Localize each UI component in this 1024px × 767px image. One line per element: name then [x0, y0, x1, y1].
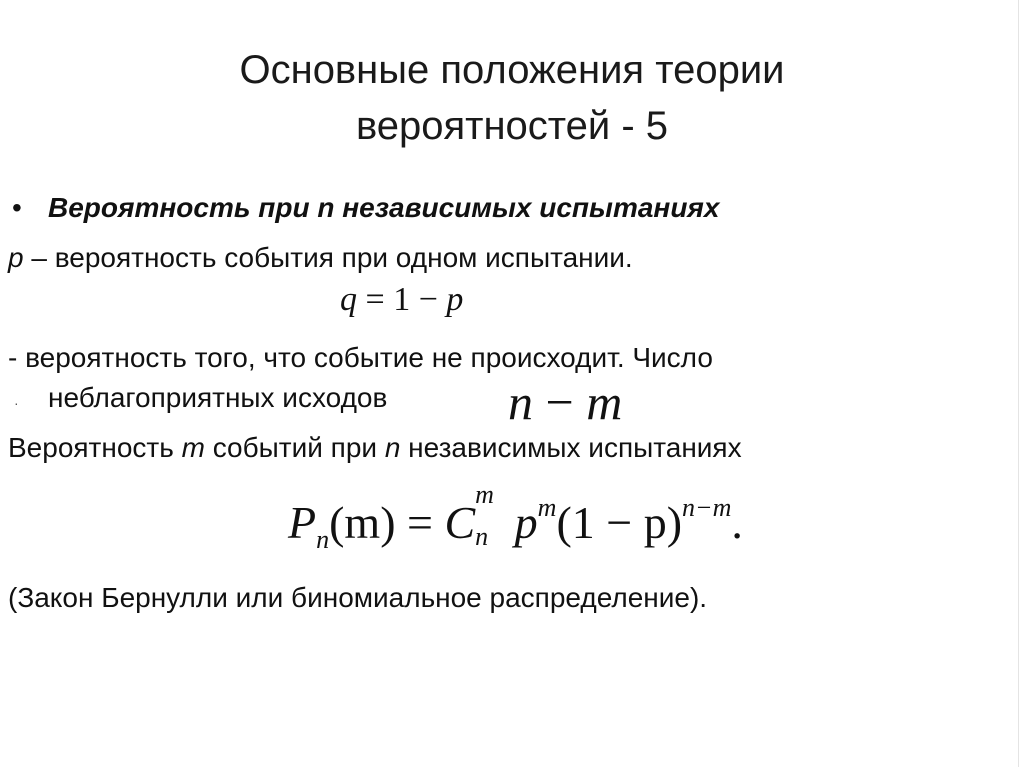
var-m: m [181, 432, 205, 463]
formula-q-rhs: p [446, 281, 464, 318]
var-p: p [8, 242, 24, 273]
text-m-events-part-1: Вероятность [8, 432, 182, 463]
formula-b-arg: (m) [329, 497, 396, 548]
formula-n-minus-m [508, 374, 622, 430]
var-n: n [384, 432, 401, 463]
formula-q-one: 1 [393, 281, 411, 318]
formula-q-minus: − [410, 281, 447, 318]
slide-title [0, 42, 1024, 154]
text-m-events-part-2: событий при [204, 432, 385, 463]
bullet-marker: • [12, 192, 22, 223]
formula-b-p: p [503, 497, 538, 548]
slide-title-line-2: вероятностей - 5 [355, 104, 669, 148]
formula-bernoulli [288, 478, 743, 570]
formula-nm-minus: − [533, 374, 587, 430]
formula-b-P-sub: n [316, 525, 330, 554]
formula-nm-n: n [508, 374, 533, 430]
formula-b-p-sup: m [537, 493, 557, 522]
formula-b-C-scripts [475, 480, 503, 551]
formula-b-C: C [444, 497, 476, 548]
text-bernoulli-law: (Закон Бернулли или биномиальное распределение). [8, 582, 708, 613]
formula-b-C-sub: n [475, 522, 489, 551]
text-p-definition [8, 242, 633, 274]
text-m-events [8, 432, 742, 464]
text-unfavorable-outcomes: неблагоприятных исходов [48, 382, 388, 413]
formula-q [340, 280, 463, 320]
slide-title-line-1: Основные положения теории [239, 48, 785, 92]
text-p-definition-rest: – вероятность события при одном испытании. [23, 242, 633, 273]
formula-b-eq: = [395, 497, 445, 548]
bullet-heading: Вероятность при n независимых испытаниях [48, 192, 720, 223]
formula-b-paren-sup: n−m [682, 493, 732, 522]
formula-b-end: . [731, 497, 743, 548]
formula-q-lhs: q [340, 281, 357, 318]
formula-q-eq: = [357, 281, 394, 318]
formula-nm-m: m [586, 374, 623, 430]
small-dot-marker: · [14, 395, 19, 411]
text-m-events-part-3: независимых испытаниях [400, 432, 742, 463]
formula-b-paren: (1 − p) [556, 497, 683, 548]
formula-b-C-sup: m [475, 480, 494, 509]
formula-b-P: P [288, 497, 317, 548]
text-q-description: - вероятность того, что событие не происходит. Число [8, 342, 713, 373]
